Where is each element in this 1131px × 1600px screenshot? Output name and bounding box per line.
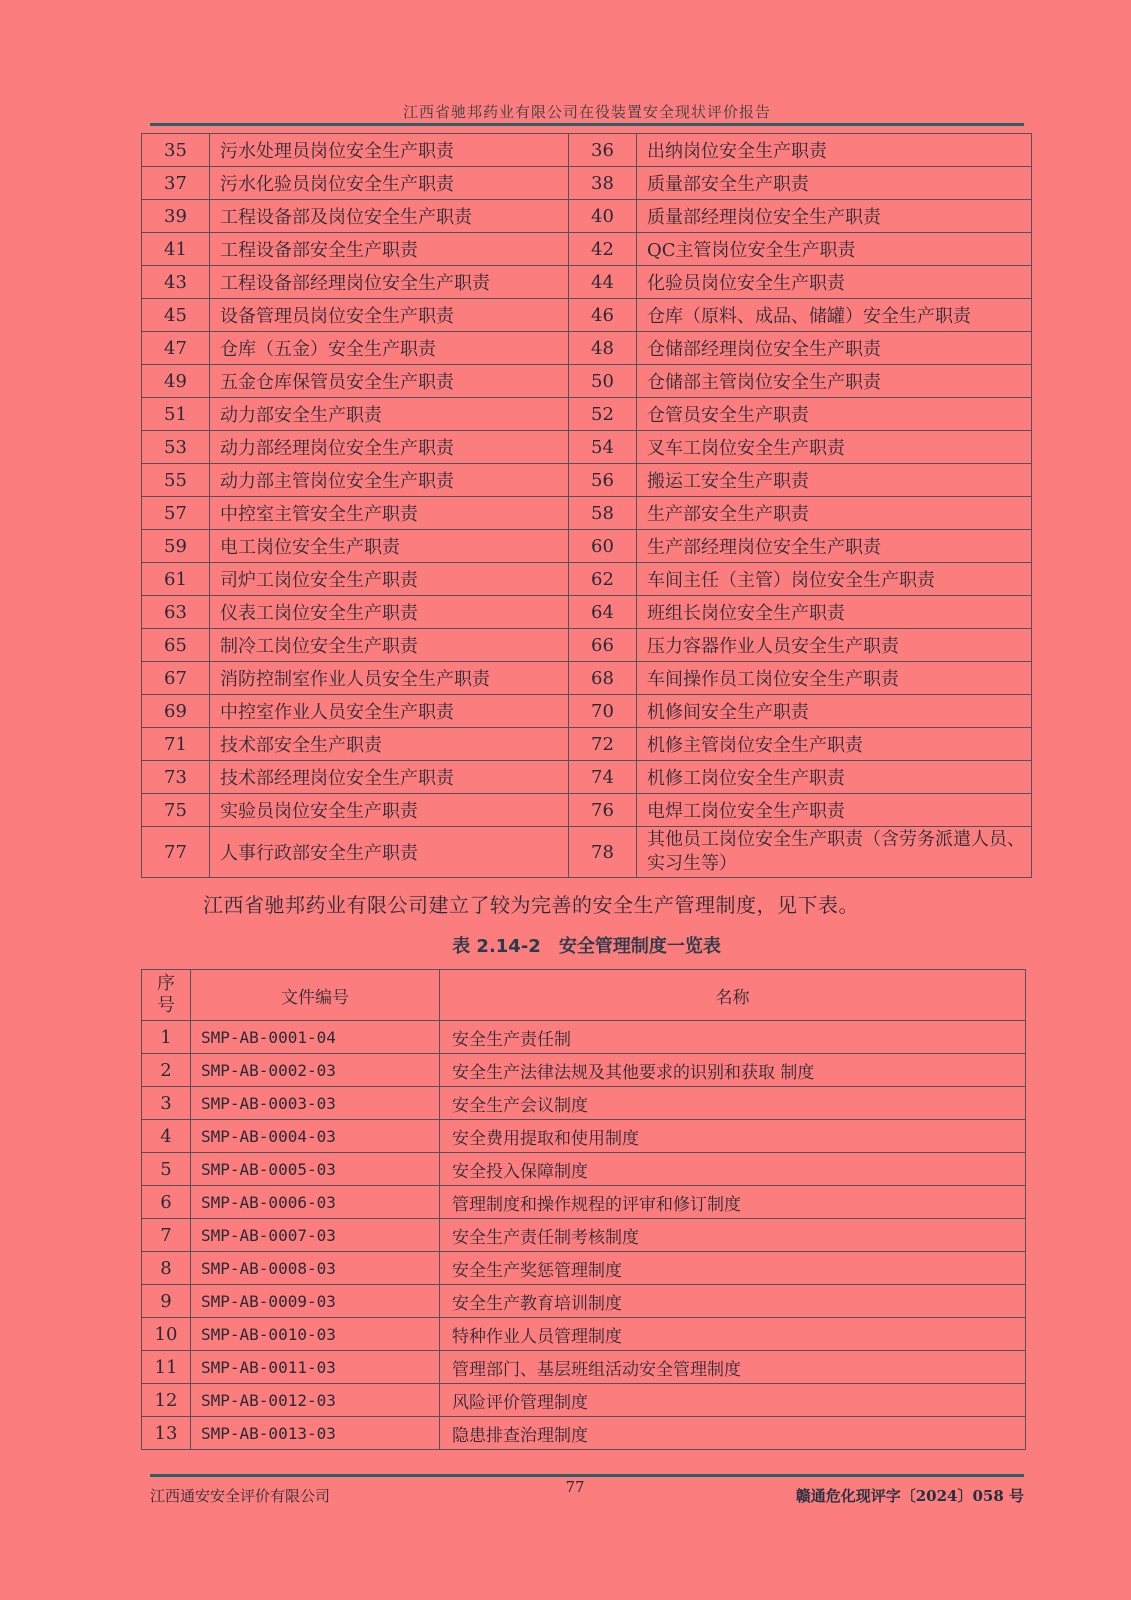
table-row xyxy=(142,1384,1026,1417)
duty-name: 实验员岗位安全生产职责 xyxy=(210,794,569,827)
table-row xyxy=(142,431,1032,464)
table-row xyxy=(142,497,1032,530)
duty-name: 污水化验员岗位安全生产职责 xyxy=(210,167,569,200)
row-number: 50 xyxy=(569,365,637,398)
table-row xyxy=(142,1252,1026,1285)
table-row xyxy=(142,728,1032,761)
document-code: SMP-AB-0007-03 xyxy=(191,1219,440,1252)
row-number: 56 xyxy=(569,464,637,497)
row-number: 38 xyxy=(569,167,637,200)
duty-name: 压力容器作业人员安全生产职责 xyxy=(637,629,1032,662)
row-index: 7 xyxy=(142,1219,191,1252)
duty-name: 制冷工岗位安全生产职责 xyxy=(210,629,569,662)
row-number: 66 xyxy=(569,629,637,662)
table-row xyxy=(142,695,1032,728)
table-row xyxy=(142,761,1032,794)
row-number: 73 xyxy=(142,761,210,794)
row-number: 37 xyxy=(142,167,210,200)
duty-name: 仓库（五金）安全生产职责 xyxy=(210,332,569,365)
duty-name: 质量部安全生产职责 xyxy=(637,167,1032,200)
row-number: 46 xyxy=(569,299,637,332)
document-code: SMP-AB-0001-04 xyxy=(191,1021,440,1054)
row-index: 12 xyxy=(142,1384,191,1417)
duty-name xyxy=(637,827,1032,878)
row-number: 74 xyxy=(569,761,637,794)
row-number: 69 xyxy=(142,695,210,728)
duty-name: 仪表工岗位安全生产职责 xyxy=(210,596,569,629)
document-code: SMP-AB-0002-03 xyxy=(191,1054,440,1087)
duty-name: 设备管理员岗位安全生产职责 xyxy=(210,299,569,332)
table-row xyxy=(142,1186,1026,1219)
table-row xyxy=(142,1054,1026,1087)
table-row xyxy=(142,1120,1026,1153)
system-name: 管理部门、基层班组活动安全管理制度 xyxy=(440,1351,1026,1384)
document-code: SMP-AB-0004-03 xyxy=(191,1120,440,1153)
row-number: 41 xyxy=(142,233,210,266)
row-number: 60 xyxy=(569,530,637,563)
system-name: 特种作业人员管理制度 xyxy=(440,1318,1026,1351)
header-code: 文件编号 xyxy=(191,970,440,1021)
system-name: 安全生产责任制考核制度 xyxy=(440,1219,1026,1252)
header-name: 名称 xyxy=(440,970,1026,1021)
document-code: SMP-AB-0010-03 xyxy=(191,1318,440,1351)
table-row xyxy=(142,827,1032,878)
table-row xyxy=(142,794,1032,827)
duty-name: 中控室主管安全生产职责 xyxy=(210,497,569,530)
table-row xyxy=(142,398,1032,431)
duty-name: 工程设备部及岗位安全生产职责 xyxy=(210,200,569,233)
document-code: SMP-AB-0008-03 xyxy=(191,1252,440,1285)
duty-name: 生产部安全生产职责 xyxy=(637,497,1032,530)
system-name: 安全生产会议制度 xyxy=(440,1087,1026,1120)
row-number: 77 xyxy=(142,827,210,878)
row-index: 2 xyxy=(142,1054,191,1087)
header-index xyxy=(142,970,191,1021)
document-code: SMP-AB-0013-03 xyxy=(191,1417,440,1450)
duty-name: 机修主管岗位安全生产职责 xyxy=(637,728,1032,761)
table-row xyxy=(142,1285,1026,1318)
row-index: 6 xyxy=(142,1186,191,1219)
system-name: 风险评价管理制度 xyxy=(440,1384,1026,1417)
document-code: SMP-AB-0006-03 xyxy=(191,1186,440,1219)
duty-name: 班组长岗位安全生产职责 xyxy=(637,596,1032,629)
duty-name: 动力部主管岗位安全生产职责 xyxy=(210,464,569,497)
row-number: 35 xyxy=(142,134,210,167)
duty-name: 车间操作员工岗位安全生产职责 xyxy=(637,662,1032,695)
row-number: 51 xyxy=(142,398,210,431)
row-number: 70 xyxy=(569,695,637,728)
table-row xyxy=(142,464,1032,497)
system-name: 隐患排查治理制度 xyxy=(440,1417,1026,1450)
row-number: 75 xyxy=(142,794,210,827)
table-row xyxy=(142,365,1032,398)
table-header-row xyxy=(142,970,1026,1021)
footer-rule xyxy=(150,1474,1024,1477)
row-number: 43 xyxy=(142,266,210,299)
system-name: 安全生产教育培训制度 xyxy=(440,1285,1026,1318)
duty-name: 仓管员安全生产职责 xyxy=(637,398,1032,431)
row-number: 53 xyxy=(142,431,210,464)
row-number: 58 xyxy=(569,497,637,530)
duty-name: 中控室作业人员安全生产职责 xyxy=(210,695,569,728)
safety-system-table xyxy=(141,969,1026,1450)
duty-name: 化验员岗位安全生产职责 xyxy=(637,266,1032,299)
duty-name: 机修间安全生产职责 xyxy=(637,695,1032,728)
footer-company: 江西通安安全评价有限公司 xyxy=(150,1487,331,1505)
table-row xyxy=(142,233,1032,266)
duty-name: 五金仓库保管员安全生产职责 xyxy=(210,365,569,398)
row-number: 61 xyxy=(142,563,210,596)
table-row xyxy=(142,299,1032,332)
duty-name: 技术部经理岗位安全生产职责 xyxy=(210,761,569,794)
responsibility-table xyxy=(141,133,1032,878)
duty-name: 电工岗位安全生产职责 xyxy=(210,530,569,563)
row-number: 45 xyxy=(142,299,210,332)
duty-name: 工程设备部经理岗位安全生产职责 xyxy=(210,266,569,299)
system-name: 安全生产责任制 xyxy=(440,1021,1026,1054)
duty-name: 车间主任（主管）岗位安全生产职责 xyxy=(637,563,1032,596)
row-number: 59 xyxy=(142,530,210,563)
table-caption: 表 2.14-2 安全管理制度一览表 xyxy=(452,936,721,957)
duty-name: 出纳岗位安全生产职责 xyxy=(637,134,1032,167)
row-number: 78 xyxy=(569,827,637,878)
table-row xyxy=(142,1219,1026,1252)
table-row xyxy=(142,1417,1026,1450)
page-header-title: 江西省驰邦药业有限公司在役装置安全现状评价报告 xyxy=(402,103,771,121)
document-code: SMP-AB-0012-03 xyxy=(191,1384,440,1417)
table-row xyxy=(142,167,1032,200)
row-number: 48 xyxy=(569,332,637,365)
row-number: 47 xyxy=(142,332,210,365)
row-number: 68 xyxy=(569,662,637,695)
row-number: 54 xyxy=(569,431,637,464)
document-code: SMP-AB-0003-03 xyxy=(191,1087,440,1120)
row-number: 55 xyxy=(142,464,210,497)
row-number: 67 xyxy=(142,662,210,695)
table-row xyxy=(142,1318,1026,1351)
system-name: 安全投入保障制度 xyxy=(440,1153,1026,1186)
row-index: 1 xyxy=(142,1021,191,1054)
duty-name: 污水处理员岗位安全生产职责 xyxy=(210,134,569,167)
row-index: 3 xyxy=(142,1087,191,1120)
duty-name: 工程设备部安全生产职责 xyxy=(210,233,569,266)
duty-name: 生产部经理岗位安全生产职责 xyxy=(637,530,1032,563)
document-code: SMP-AB-0009-03 xyxy=(191,1285,440,1318)
row-number: 65 xyxy=(142,629,210,662)
table-row xyxy=(142,266,1032,299)
table-row xyxy=(142,1351,1026,1384)
row-number: 76 xyxy=(569,794,637,827)
row-number: 64 xyxy=(569,596,637,629)
duty-name: 动力部经理岗位安全生产职责 xyxy=(210,431,569,464)
table-row xyxy=(142,629,1032,662)
row-number: 57 xyxy=(142,497,210,530)
row-index: 5 xyxy=(142,1153,191,1186)
document-code: SMP-AB-0011-03 xyxy=(191,1351,440,1384)
row-number: 39 xyxy=(142,200,210,233)
table-row xyxy=(142,596,1032,629)
table-row xyxy=(142,530,1032,563)
intro-paragraph: 江西省驰邦药业有限公司建立了较为完善的安全生产管理制度，见下表。 xyxy=(203,893,859,917)
system-name: 安全生产法律法规及其他要求的识别和获取 制度 xyxy=(440,1054,1026,1087)
row-number: 36 xyxy=(569,134,637,167)
row-number: 40 xyxy=(569,200,637,233)
duty-name: 质量部经理岗位安全生产职责 xyxy=(637,200,1032,233)
table-row xyxy=(142,1087,1026,1120)
table-row xyxy=(142,200,1032,233)
table-row xyxy=(142,662,1032,695)
row-index: 10 xyxy=(142,1318,191,1351)
duty-name: 技术部安全生产职责 xyxy=(210,728,569,761)
row-index: 8 xyxy=(142,1252,191,1285)
duty-name-text: 其他员工岗位安全生产职责（含劳务派遣人员、实习生等） xyxy=(647,829,1025,874)
row-number: 71 xyxy=(142,728,210,761)
page-number: 77 xyxy=(565,1478,585,1496)
duty-name: 搬运工安全生产职责 xyxy=(637,464,1032,497)
document-code: SMP-AB-0005-03 xyxy=(191,1153,440,1186)
duty-name: 机修工岗位安全生产职责 xyxy=(637,761,1032,794)
duty-name: QC主管岗位安全生产职责 xyxy=(637,233,1032,266)
duty-name: 消防控制室作业人员安全生产职责 xyxy=(210,662,569,695)
row-index: 11 xyxy=(142,1351,191,1384)
row-number: 52 xyxy=(569,398,637,431)
row-number: 63 xyxy=(142,596,210,629)
duty-name: 仓储部主管岗位安全生产职责 xyxy=(637,365,1032,398)
header-index-text: 序号 xyxy=(156,973,175,1016)
row-number: 42 xyxy=(569,233,637,266)
system-name: 安全费用提取和使用制度 xyxy=(440,1120,1026,1153)
duty-name: 仓库（原料、成品、储罐）安全生产职责 xyxy=(637,299,1032,332)
table-row xyxy=(142,1153,1026,1186)
report-number: 赣通危化现评字〔2024〕058 号 xyxy=(795,1487,1024,1505)
row-index: 4 xyxy=(142,1120,191,1153)
row-index: 9 xyxy=(142,1285,191,1318)
table-row xyxy=(142,563,1032,596)
duty-name: 司炉工岗位安全生产职责 xyxy=(210,563,569,596)
table-row xyxy=(142,134,1032,167)
row-number: 49 xyxy=(142,365,210,398)
row-number: 44 xyxy=(569,266,637,299)
duty-name: 仓储部经理岗位安全生产职责 xyxy=(637,332,1032,365)
duty-name: 人事行政部安全生产职责 xyxy=(210,827,569,878)
duty-name: 动力部安全生产职责 xyxy=(210,398,569,431)
row-number: 62 xyxy=(569,563,637,596)
table-row xyxy=(142,1021,1026,1054)
duty-name: 叉车工岗位安全生产职责 xyxy=(637,431,1032,464)
row-number: 72 xyxy=(569,728,637,761)
duty-name: 电焊工岗位安全生产职责 xyxy=(637,794,1032,827)
row-index: 13 xyxy=(142,1417,191,1450)
table-row xyxy=(142,332,1032,365)
header-rule xyxy=(150,123,1024,126)
system-name: 安全生产奖惩管理制度 xyxy=(440,1252,1026,1285)
system-name: 管理制度和操作规程的评审和修订制度 xyxy=(440,1186,1026,1219)
